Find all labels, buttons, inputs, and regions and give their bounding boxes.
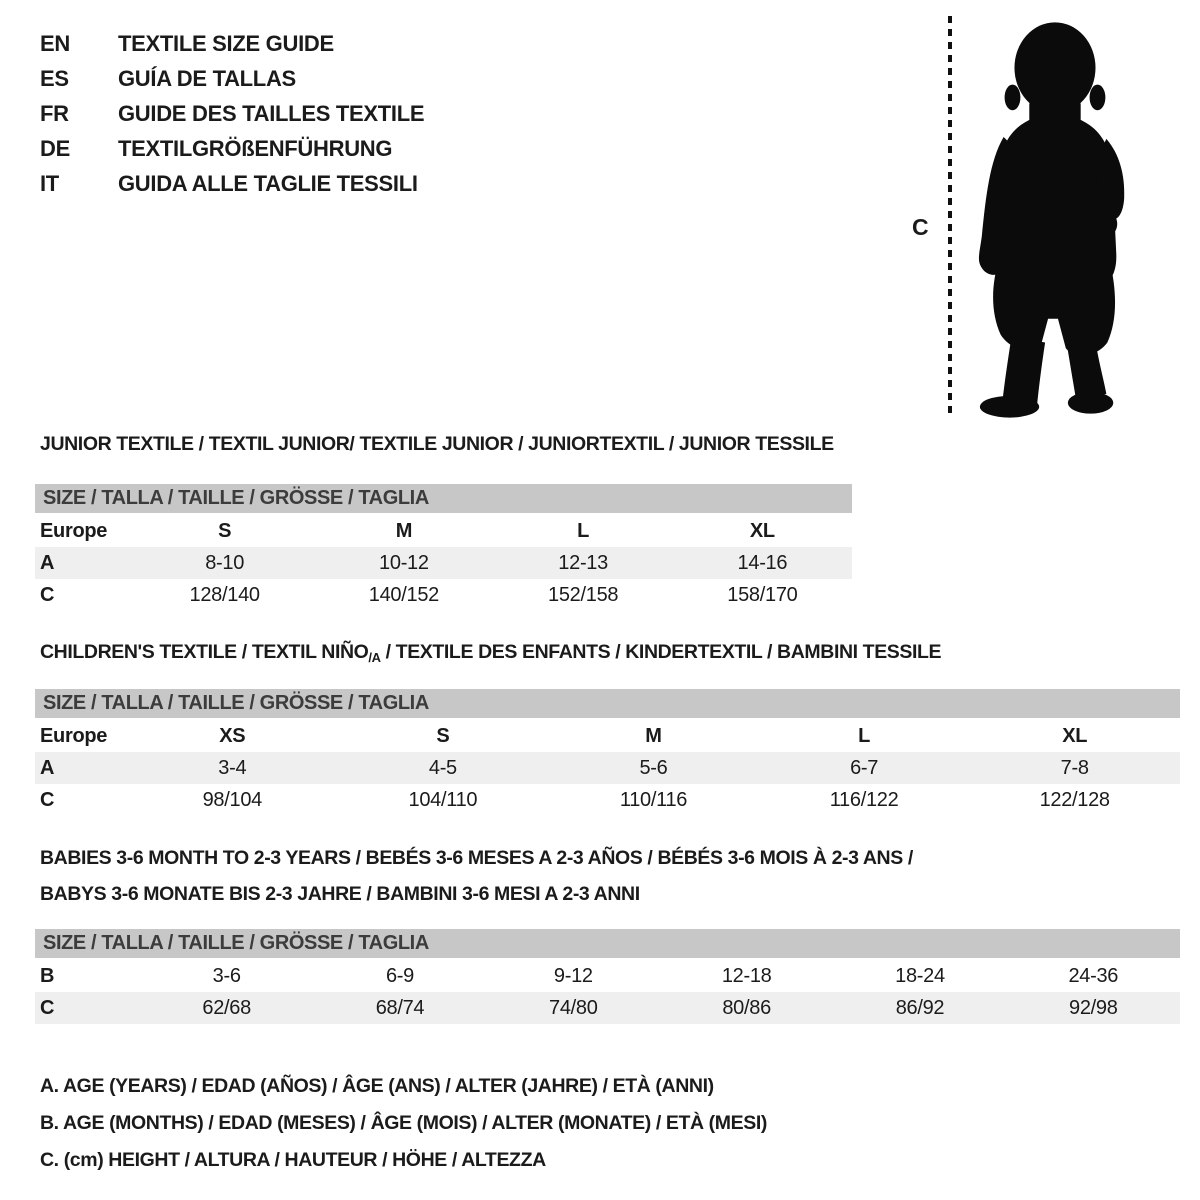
table-cell: 116/122 <box>829 788 899 811</box>
table-cell: 6-7 <box>850 756 879 779</box>
table-cell: 10-12 <box>379 551 429 574</box>
legend <box>40 1068 767 1179</box>
table-children <box>35 689 1180 816</box>
language-code: ES <box>40 65 69 91</box>
table-cell: 24-36 <box>1068 964 1119 987</box>
table-row <box>35 752 1180 784</box>
language-code: DE <box>40 135 70 161</box>
language-row <box>40 61 424 96</box>
row-label: A <box>40 551 55 574</box>
table-cell: 152/158 <box>548 583 619 606</box>
table-row <box>35 784 1180 816</box>
table-cell: 8-10 <box>205 551 245 574</box>
table-cell: 158/170 <box>727 583 798 606</box>
table-row <box>35 515 852 547</box>
table-row <box>35 720 1180 752</box>
language-code: IT <box>40 170 59 196</box>
row-label: Europe <box>40 724 108 747</box>
table-junior <box>35 484 852 611</box>
row-label: A <box>40 756 55 779</box>
table-cell: 5-6 <box>639 756 668 779</box>
table-cell: 6-9 <box>385 964 414 987</box>
table-cell: 14-16 <box>737 551 788 574</box>
language-label: TEXTILGRÖßENFÜHRUNG <box>118 135 393 161</box>
table-cell: 110/116 <box>619 788 688 811</box>
section-title-children <box>40 641 941 665</box>
section-title-babies-line2: BABYS 3-6 MONATE BIS 2-3 JAHRE / BAMBINI 3-6 MESI A 2-3 ANNI <box>40 883 640 905</box>
table-cell: 9-12 <box>553 964 593 987</box>
legend-line: B. AGE (MONTHS) / EDAD (MESES) / ÂGE (MOIS) / ALTER (MONATE) / ETÀ (MESI) <box>40 1112 767 1134</box>
language-label: GUIDE DES TAILLES TEXTILE <box>118 100 425 126</box>
language-label: GUIDA ALLE TAGLIE TESSILI <box>118 170 418 196</box>
table-cell: 12-13 <box>558 551 608 574</box>
size-header-bar: SIZE / TALLA / TAILLE / GRÖSSE / TAGLIA <box>35 484 852 513</box>
table-cell: 12-18 <box>721 964 772 987</box>
language-row <box>40 166 424 201</box>
height-measure-line <box>948 16 952 416</box>
table-cell: 140/152 <box>368 583 439 606</box>
table-cell: 74/80 <box>549 996 598 1019</box>
table-cell: L <box>577 519 590 542</box>
language-row <box>40 131 424 166</box>
language-code: FR <box>40 100 69 126</box>
title-text: CHILDREN'S TEXTILE / TEXTIL NIÑO <box>40 641 369 663</box>
table-cell: 68/74 <box>375 996 425 1019</box>
title-subscript: /A <box>368 650 381 665</box>
height-label: C <box>912 214 929 240</box>
table-row <box>35 992 1180 1024</box>
table-cell: 3-6 <box>212 964 241 987</box>
language-label: TEXTILE SIZE GUIDE <box>118 30 334 56</box>
table-cell: 98/104 <box>202 788 262 811</box>
table-cell: XS <box>219 724 246 747</box>
section-title-junior: JUNIOR TEXTILE / TEXTIL JUNIOR/ TEXTILE JUNIOR / JUNIORTEXTIL / JUNIOR TESSILE <box>40 433 834 455</box>
language-row <box>40 96 424 131</box>
table-cell: 128/140 <box>189 583 260 606</box>
table-cell: 7-8 <box>1060 756 1089 779</box>
legend-line: A. AGE (YEARS) / EDAD (AÑOS) / ÂGE (ANS) / ALTER (JAHRE) / ETÀ (ANNI) <box>40 1075 714 1097</box>
table-cell: XL <box>749 519 775 542</box>
table-cell: 62/68 <box>202 996 251 1019</box>
legend-line: C. (cm) HEIGHT / ALTURA / HAUTEUR / HÖHE / ALTEZZA <box>40 1149 546 1171</box>
table-cell: 4-5 <box>428 756 457 779</box>
table-cell: 92/98 <box>1069 996 1118 1019</box>
size-header-bar: SIZE / TALLA / TAILLE / GRÖSSE / TAGLIA <box>35 689 1180 718</box>
toddler-silhouette <box>970 14 1138 420</box>
row-label: C <box>40 788 55 811</box>
language-code: EN <box>40 30 70 56</box>
table-cell: S <box>436 724 450 747</box>
row-label: C <box>40 583 55 606</box>
language-row <box>40 26 424 61</box>
table-cell: 80/86 <box>722 996 771 1019</box>
title-text: / TEXTILE DES ENFANTS / KINDERTEXTIL / BAMBINI TESSILE <box>380 641 942 663</box>
size-header-bar: SIZE / TALLA / TAILLE / GRÖSSE / TAGLIA <box>35 929 1180 958</box>
row-label: B <box>40 964 55 987</box>
table-row <box>35 547 852 579</box>
table-row <box>35 579 852 611</box>
table-cell: M <box>645 724 662 747</box>
table-babies <box>35 929 1180 1024</box>
row-label: C <box>40 996 55 1019</box>
table-cell: 122/128 <box>1039 788 1110 811</box>
language-label: GUÍA DE TALLAS <box>118 65 296 91</box>
table-cell: L <box>858 724 871 747</box>
table-cell: 86/92 <box>895 996 945 1019</box>
table-cell: S <box>218 519 232 542</box>
row-label: Europe <box>40 519 108 542</box>
table-cell: XL <box>1062 724 1088 747</box>
language-list <box>40 26 424 201</box>
table-cell: 18-24 <box>895 964 945 987</box>
table-cell: 3-4 <box>218 756 247 779</box>
table-row <box>35 960 1180 992</box>
section-title-babies-line1: BABIES 3-6 MONTH TO 2-3 YEARS / BEBÉS 3-6 MESES A 2-3 AÑOS / BÉBÉS 3-6 MOIS À 2-3 ANS / <box>40 847 913 869</box>
table-cell: M <box>395 519 413 542</box>
table-cell: 104/110 <box>408 788 478 811</box>
